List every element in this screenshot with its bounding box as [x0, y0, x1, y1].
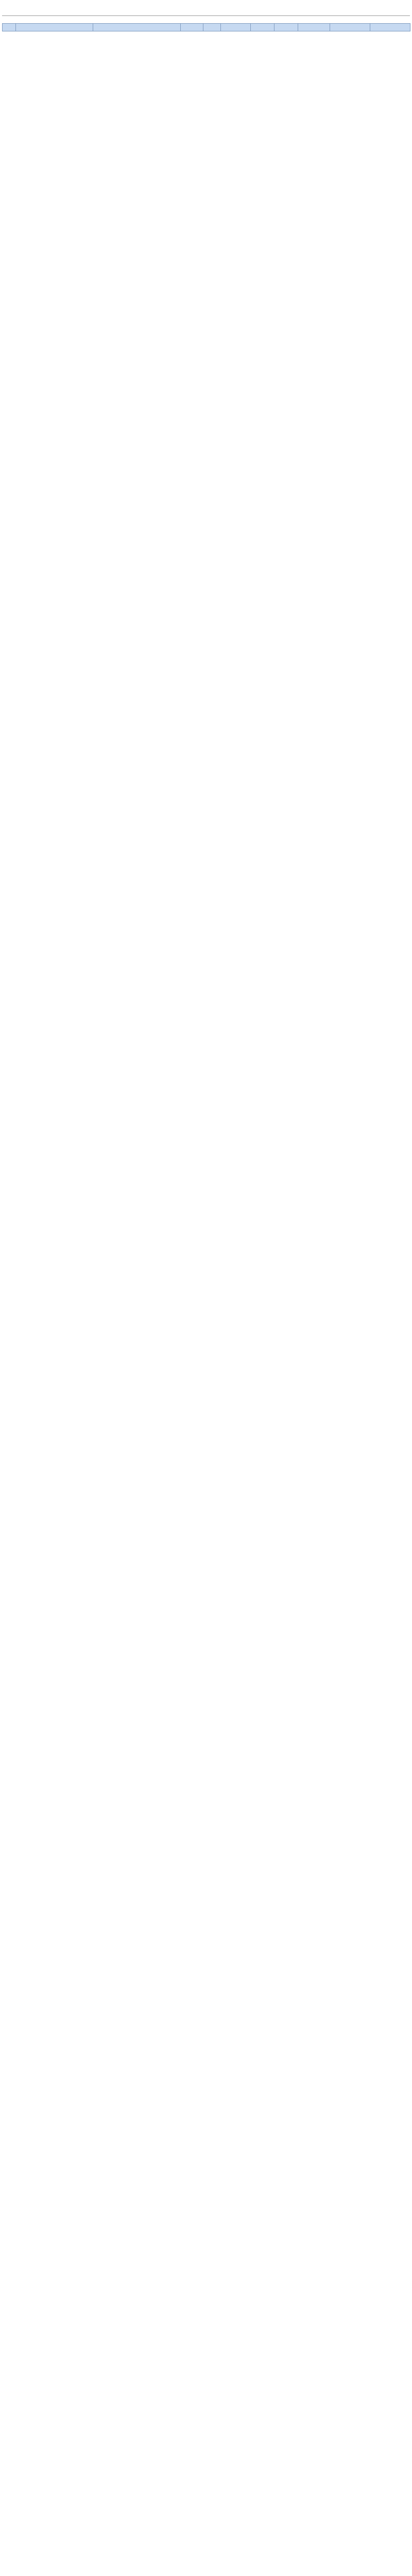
column-header [221, 24, 251, 31]
column-header [274, 24, 298, 31]
column-header [330, 24, 370, 31]
column-header [251, 24, 274, 31]
document-title [2, 0, 410, 16]
price-table [2, 23, 410, 31]
column-header [3, 24, 16, 31]
table-header-row [3, 24, 410, 31]
column-header [298, 24, 330, 31]
column-header [203, 24, 221, 31]
column-header [16, 24, 93, 31]
column-header [181, 24, 203, 31]
column-header [93, 24, 181, 31]
column-header [370, 24, 410, 31]
document-subtitle [2, 16, 410, 23]
